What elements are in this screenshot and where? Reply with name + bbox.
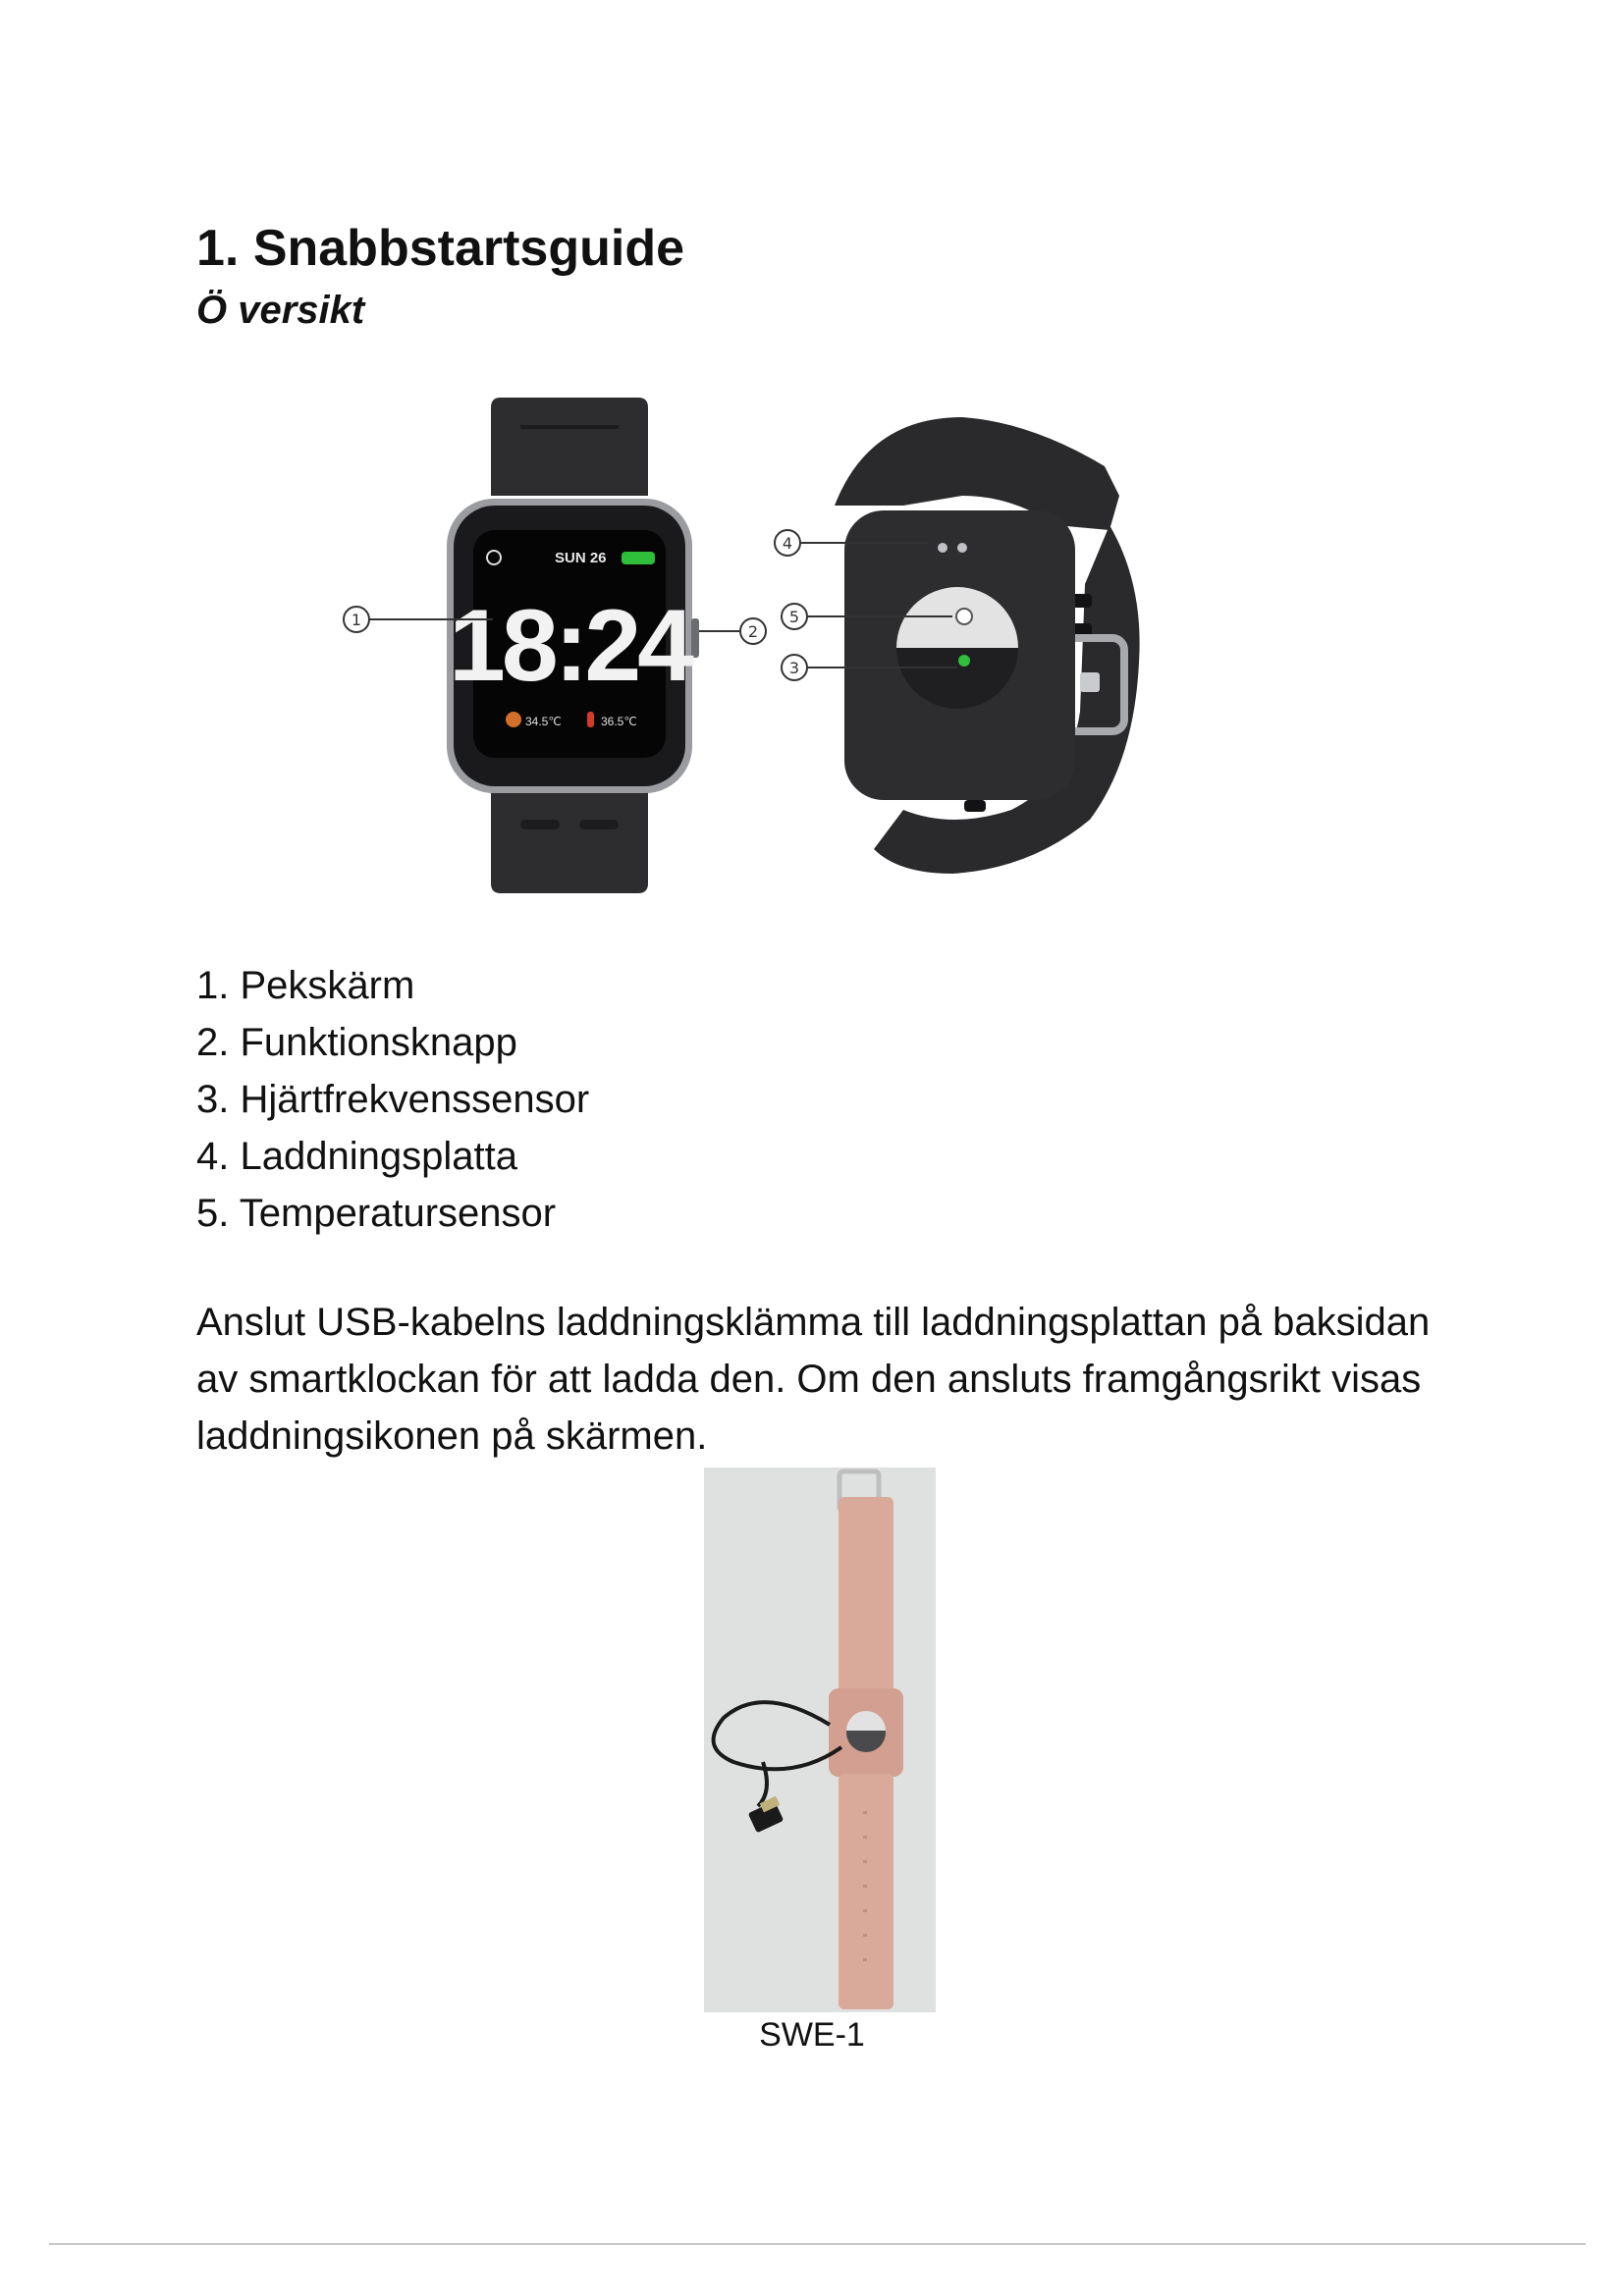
svg-text:4: 4 <box>782 534 793 553</box>
list-item: 1. Pekskärm <box>196 964 415 1007</box>
page-number: SWE-1 <box>759 2016 865 2054</box>
parts-list <box>196 957 589 1242</box>
svg-text:1: 1 <box>351 611 362 629</box>
charging-instructions: Anslut USB-kabelns laddningsklämma till laddningsplattan på baksidan av smartklockan för att ladda den. Om den ansluts framgångsrikt visas laddningsikonen på skärmen. <box>196 1301 1431 1458</box>
list-item: 4. Laddningsplatta <box>196 1135 517 1178</box>
back-watch <box>775 417 1140 874</box>
screen-temp-left: 34.5℃ <box>525 715 562 728</box>
charging-photo <box>704 1468 936 2012</box>
svg-text:2: 2 <box>747 622 759 641</box>
svg-text:3: 3 <box>788 659 800 677</box>
footer-divider <box>49 2243 1586 2245</box>
list-item: 5. Temperatursensor <box>196 1192 557 1235</box>
body-icon <box>587 712 594 727</box>
front-watch <box>344 398 766 893</box>
svg-text:5: 5 <box>788 608 800 626</box>
screen-time: 18:24 <box>449 589 690 703</box>
temperature-icon <box>506 712 521 727</box>
list-item: 3. Hjärtfrekvenssensor <box>196 1078 590 1121</box>
page-subtitle: Ö versikt <box>196 289 365 332</box>
screen-temp-right: 36.5℃ <box>601 715 637 728</box>
screen-date: SUN 26 <box>555 550 607 566</box>
list-item: 2. Funktionsknapp <box>196 1021 517 1064</box>
page-title: 1. Snabbstartsguide <box>196 220 684 277</box>
watch-overview-figure <box>324 388 1218 903</box>
